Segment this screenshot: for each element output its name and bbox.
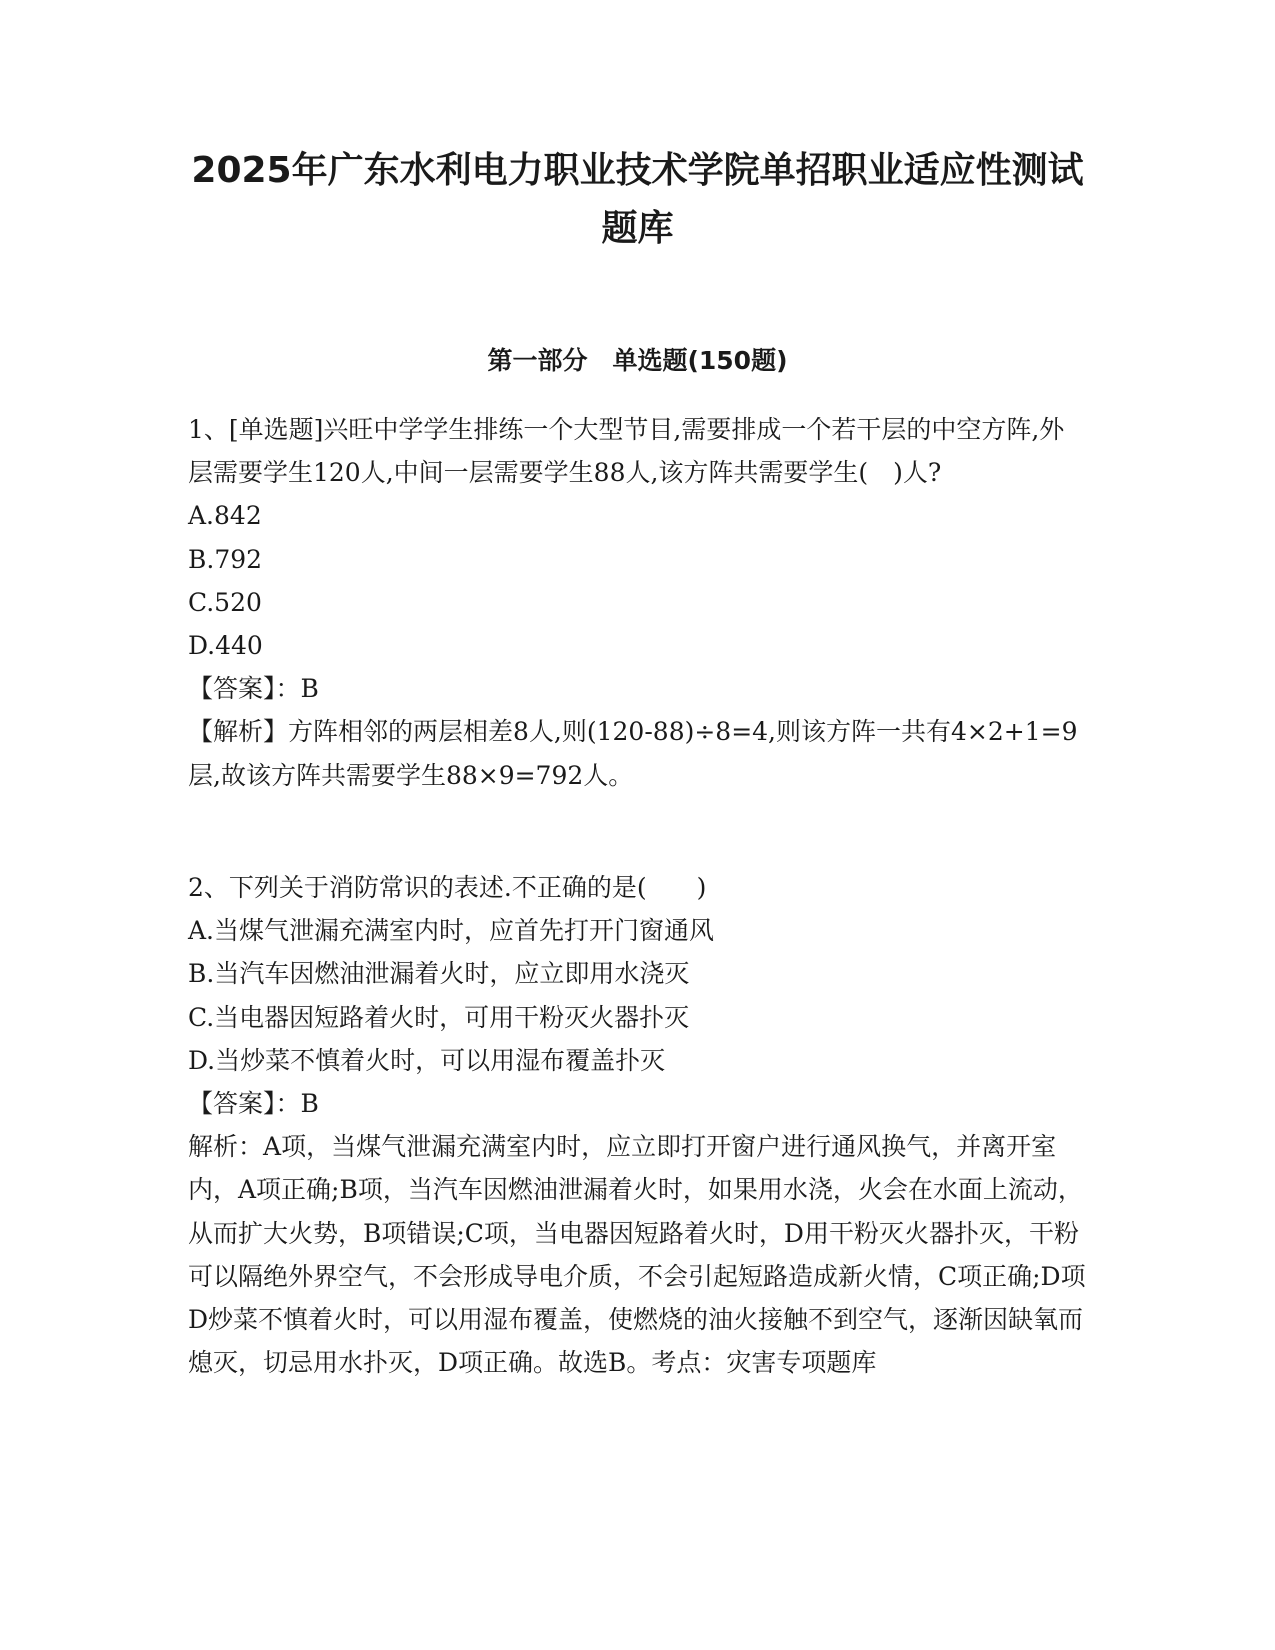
option-b: B.当汽车因燃油泄漏着火时，应立即用水浇灭 <box>188 959 690 989</box>
question-1 <box>188 408 1088 797</box>
analysis-row <box>188 710 1088 796</box>
option-c: C.当电器因短路着火时，可用干粉灭火器扑灭 <box>188 1002 690 1032</box>
option-d: D.当炒菜不慎着火时，可以用湿布覆盖扑灭 <box>188 1045 666 1075</box>
question-2 <box>188 866 1088 1384</box>
answer-row <box>188 667 1088 710</box>
answer-value: B <box>300 1089 319 1119</box>
question-stem: 1、[单选题]兴旺中学学生排练一个大型节目,需要排成一个若干层的中空方阵,外层需要学生120人,中间一层需要学生88人,该方阵共需要学生( )人? <box>188 415 1065 488</box>
option-d: D.440 <box>188 631 263 661</box>
answer-row <box>188 1082 1088 1125</box>
analysis-label: 【解析】 <box>188 717 289 747</box>
answer-label: 【答案】： <box>188 1089 301 1119</box>
question-stem: 2、下列关于消防常识的表述.不正确的是( ) <box>188 873 707 902</box>
option-a: A.当煤气泄漏充满室内时，应首先打开门窗通风 <box>188 916 715 946</box>
analysis-text: A项，当煤气泄漏充满室内时，应立即打开窗户进行通风换气，并离开室内，A项正确;B项，当汽车因燃油泄漏着火时，如果用水浇，火会在水面上流动，从而扩大火势，B项错误;C项，当电器因短路着火时，D用干粉灭火器扑灭，干粉可以隔绝外界空气，不会形成导电介质，不会引起短路造成新火情，C项正确;D项D炒菜不慎着火时，可以用湿布覆盖，使燃烧的油火接触不到空气，逐渐因缺氧而熄灭，切忌用水扑灭，D项正确。故选B。考点：灾害专项题库 <box>188 1132 1086 1378</box>
option-a: A.842 <box>188 501 262 531</box>
option-b: B.792 <box>188 544 263 574</box>
option-c: C.520 <box>188 587 262 617</box>
section-heading: 第一部分 单选题(150题) <box>487 346 788 375</box>
analysis-row <box>188 1125 1088 1384</box>
document-title: 2025年广东水利电力职业技术学院单招职业适应性测试题库 <box>191 150 1084 249</box>
answer-value: B <box>300 674 319 704</box>
answer-label: 【答案】： <box>188 674 301 704</box>
analysis-text: 方阵相邻的两层相差8人,则(120-88)÷8=4,则该方阵一共有4×2+1=9层,故该方阵共需要学生88×9=792人。 <box>188 717 1078 790</box>
analysis-label: 解析： <box>188 1132 264 1162</box>
